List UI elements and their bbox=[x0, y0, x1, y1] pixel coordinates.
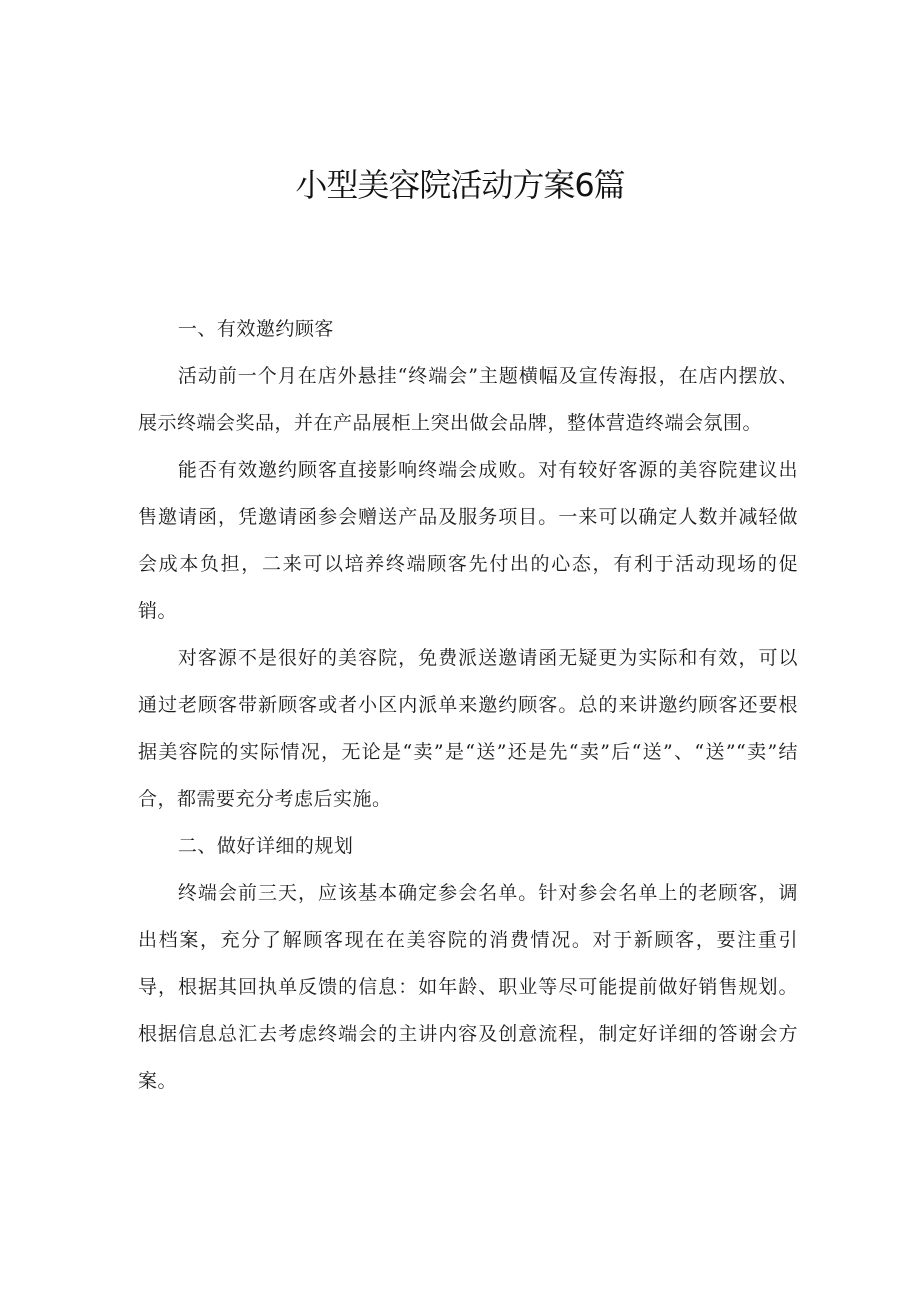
paragraph: 终端会前三天，应该基本确定参会名单。针对参会名单上的老顾客，调出档案，充分了解顾客现在在美容院的消费情况。对于新顾客，要注重引导，根据其回执单反馈的信息：如年龄、职业等尽可能提前做好销售规划。根据信息总汇去考虑终端会的主讲内容及创意流程，制定好详细的答谢会方案。 bbox=[138, 882, 798, 1092]
paragraph: 对客源不是很好的美容院，免费派送邀请函无疑更为实际和有效，可以通过老顾客带新顾客或者小区内派单来邀约顾客。总的来讲邀约顾客还要根据美容院的实际情况，无论是“卖”是“送”还是先“卖”后“送”、“送”“卖”结合，都需要充分考虑后实施。 bbox=[138, 647, 798, 810]
paragraph: 能否有效邀约顾客直接影响终端会成败。对有较好客源的美容院建议出售邀请函，凭邀请函参会赠送产品及服务项目。一来可以确定人数并减轻做会成本负担，二来可以培养终端顾客先付出的心态，有利于活动现场的促销。 bbox=[138, 459, 798, 622]
page-title: 小型美容院活动方案6篇 bbox=[295, 166, 625, 204]
section-effective-invitation bbox=[138, 306, 798, 823]
section-detailed-planning bbox=[138, 823, 798, 1105]
section-heading: 二、做好详细的规划 bbox=[177, 835, 354, 857]
section-heading: 一、有效邀约顾客 bbox=[177, 318, 334, 340]
paragraph: 活动前一个月在店外悬挂“终端会”主题横幅及宣传海报，在店内摆放、展示终端会奖品，并在产品展柜上突出做会品牌，整体营造终端会氛围。 bbox=[138, 365, 798, 434]
document-body bbox=[138, 306, 798, 1105]
